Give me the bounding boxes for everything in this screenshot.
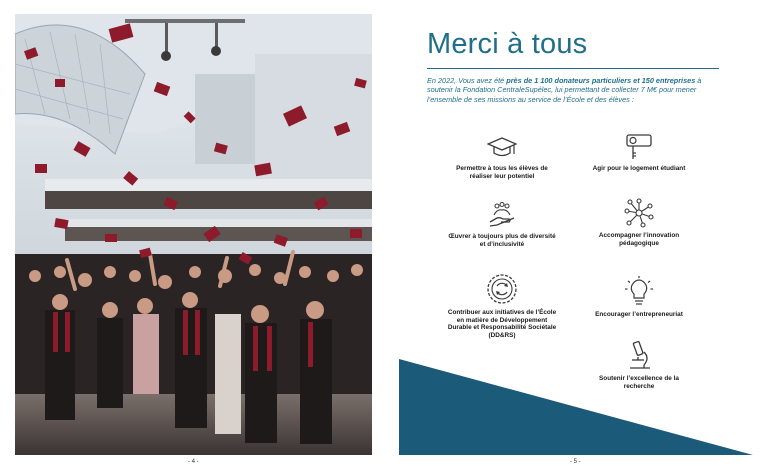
key-icon bbox=[624, 132, 654, 162]
mission-label: Agir pour le logement étudiant bbox=[592, 165, 686, 172]
graduation-cap-icon bbox=[487, 132, 517, 162]
graduation-photo-illustration bbox=[15, 14, 372, 455]
mission-label: Permettre à tous les élèves de réaliser leur potentiel bbox=[456, 165, 548, 180]
mission-item bbox=[584, 197, 694, 247]
right-page bbox=[399, 14, 753, 455]
right-page-number: - 5 - bbox=[570, 459, 581, 465]
recycle-gear-icon bbox=[485, 272, 519, 306]
title-divider bbox=[427, 68, 719, 69]
mission-item bbox=[584, 132, 694, 173]
mission-item bbox=[447, 132, 557, 180]
mission-item bbox=[584, 276, 694, 319]
intro-text: En 2022, Vous avez été près de 1 100 donateurs particuliers et 150 entreprises à soutenir la Fondation CentraleSupélec, lui permettant de collecter 7 M€ pour mener l’ensemble de ses missions au service de l’École et des élèves : bbox=[427, 76, 702, 104]
network-icon bbox=[623, 197, 655, 229]
hand-people-icon bbox=[487, 200, 517, 230]
intro-highlight: près de 1 100 donateurs particuliers et 150 entreprises bbox=[506, 76, 696, 85]
mission-item bbox=[447, 272, 557, 339]
mission-label: Œuvrer à toujours plus de diversité et d’inclusivité bbox=[448, 233, 556, 248]
mission-label: Contribuer aux initiatives de l’École en matière de Développement Durable et Responsabilité Sociétale (DD&RS) bbox=[447, 309, 557, 339]
decorative-triangle bbox=[399, 359, 753, 455]
mission-label: Accompagner l’innovation pédagogique bbox=[598, 232, 680, 247]
left-page-number: - 4 - bbox=[188, 459, 199, 465]
mission-label: Encourager l’entrepreneuriat bbox=[595, 311, 683, 318]
mission-item bbox=[447, 200, 557, 248]
graduation-photo bbox=[15, 14, 372, 455]
mission-label: Soutenir l’excellence de la recherche bbox=[599, 375, 679, 390]
page-title: Merci à tous bbox=[427, 28, 588, 60]
lightbulb-icon bbox=[624, 276, 654, 308]
